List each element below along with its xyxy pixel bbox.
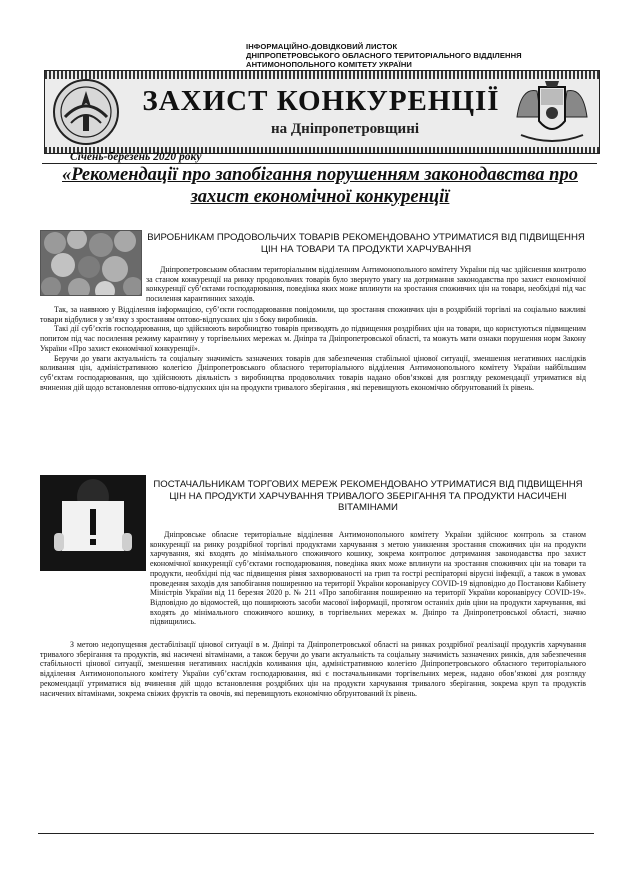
org-line: ДНІПРОПЕТРОВСЬКОГО ОБЛАСНОГО ТЕРИТОРІАЛЬНОГО ВІДДІЛЕННЯ [246, 51, 522, 61]
main-title: «Рекомендації про запобігання порушенням законодавства про захист економічної конкуренції [62, 165, 578, 207]
article2-body [40, 530, 586, 627]
masthead-banner [44, 70, 600, 154]
article1-paragraph: Такі дії суб’єктів господарювання, що здійснюють виробництво товарів призводять до підвищення роздрібних цін на товари, що користуються підвищеним попитом під час посилення режиму карантину у торгівельних мережах м. Дніпра та Дніпропетровської області, та можуть мати ознаки порушення норм Закону України «Про захист економічної конкуренції». [40, 324, 586, 353]
article2-heading: ПОСТАЧАЛЬНИКАМ ТОРГОВИХ МЕРЕЖ РЕКОМЕНДОВАНО УТРИМАТИСЯ ВІД ПІДВИЩЕННЯ ЦІН НА ПРОДУКТИ ХАРЧУВАННЯ ТРИВАЛОГО ЗБЕРІГАННЯ ТА ПРОДУКТИ НАСИЧЕНІ ВІТАМІНАМИ [153, 479, 583, 513]
committee-emblem-icon [51, 77, 121, 147]
article2-paragraph: Дніпровське обласне територіальне відділення Антимонопольного комітету України здійснює контроль за станом конкуренції на ринку роздрібної торгівлі продуктами харчування з метою уникнення зростання споживчих цін на продукти харчування, які входять до мінімального споживчого кошику, зокрема контролює дотримання законодавства про захист економічної конкуренції суб’єктами господарювання, поведінка яких може вплинути на зростання споживчих цін на товари та продукти, необхідні під час підвищення рівня захворюваності на грип та гострі респіраторні вірусні інфекції, а також в умовах проведення заходів для запобігання поширенню на території України коронавірусу COVID-19 відповідно до Постанови Кабінету Міністрів України від 11 березня 2020 р. № 211 «Про запобігання поширенню на території України коронавірусу COVID-19». Відповідно до відомостей, що поширюють засоби масової інформації, протягом останніх днів ціни на продукти харчування, які входять до мінімального споживчого кошику, в торгівельних мережах м. Дніпро та Дніпропетровської області, значно підвищились. [150, 530, 586, 627]
footer-divider [38, 833, 594, 834]
org-line: ІНФОРМАЦІЙНО-ДОВІДКОВИЙ ЛИСТОК [246, 42, 398, 51]
article1-heading: ВИРОБНИКАМ ПРОДОВОЛЬЧИХ ТОВАРІВ РЕКОМЕНДОВАНО УТРИМАТИСЯ ВІД ПІДВИЩЕННЯ ЦІН НА ТОВАРИ ТА ПРОДУКТИ ХАРЧУВАННЯ [147, 232, 585, 255]
article1-intro [146, 265, 586, 304]
article1-paragraph: Беручи до уваги актуальність та соціальну значимість зазначених товарів для забезпечення стабільної цінової ситуації, зменшення негативних наслідків коливання цін, адміністративною колегією Дніпропетровського обласного територіального відділення Антимонопольного комітету України найбільшим суб’єктам господарювання, що здійснюють діяльність з виробництва продовольчих товарів надано обов’язкові для розгляду рекомендації утриматися від вчинення дій щодо встановлення оптово-відпускних цін на продукти тривалого зберігання , які перевищують економічно обґрунтований їх рівень. [40, 353, 586, 392]
issue-date: Січень-березень 2020 року [70, 151, 202, 163]
article1-body [40, 305, 586, 392]
masthead-subtitle: на Дніпропетровщині [270, 121, 420, 137]
article2-paragraph: З метою недопущення дестабілізації цінової ситуації в м. Дніпрі та Дніпропетровської області на ринках роздрібної реалізації продуктів харчування тривалого зберігання та продуктів, які насичені вітамінами, а також беручи до уваги актуальність та соціальну значимість зазначених ринків, для забезпечення стабільності цінової ситуації, зменшення негативних наслідків коливання цін, адміністративною колегією Дніпропетровського обласного територіального відділення Антимонопольного комітету України суб’єктам господарювання, які є постачальниками торгівельних мереж, надано обов’язкові для розгляду рекомендації утриматися від вчинення дій щодо встановлення роздрібних цін на продукти харчування тривалого зберігання, зокрема круп та продуктів насичених вітамінами, зокрема свіжих фруктів та овочів, які перевищують економічно обґрунтований їх рівень. [40, 640, 586, 698]
food-photo [40, 230, 142, 296]
masthead-title: ЗАХИСТ КОНКУРЕНЦІЇ [142, 85, 500, 117]
article1-paragraph: Дніпропетровським обласним територіальним відділенням Антимонопольного комітету України під час здійснення контролю за станом конкуренції на ринку продовольчих товарів було звернуто увагу на дотримання законодавства про захист економічної конкуренції суб’єктами господарювання, поведінка яких може вплинути на зростання споживчих цін на товари, необхідні під час посилення карантинних заходів. [146, 265, 586, 304]
organization-header [246, 42, 606, 70]
org-line: АНТИМОНОПОЛЬНОГО КОМІТЕТУ УКРАЇНИ [246, 60, 412, 70]
article1-paragraph: Так, за наявною у Відділення інформацією, суб’єкти господарювання повідомили, що зростання споживчих цін в роздрібній торгівлі на соціально важливі товари відбулися у зв’язку з зростанням оптово-відпускних цін з боку виробників. [40, 305, 586, 324]
article2-body-continued [40, 640, 586, 698]
regional-coat-of-arms-icon [511, 77, 593, 147]
vegetables-image-icon [41, 231, 141, 295]
